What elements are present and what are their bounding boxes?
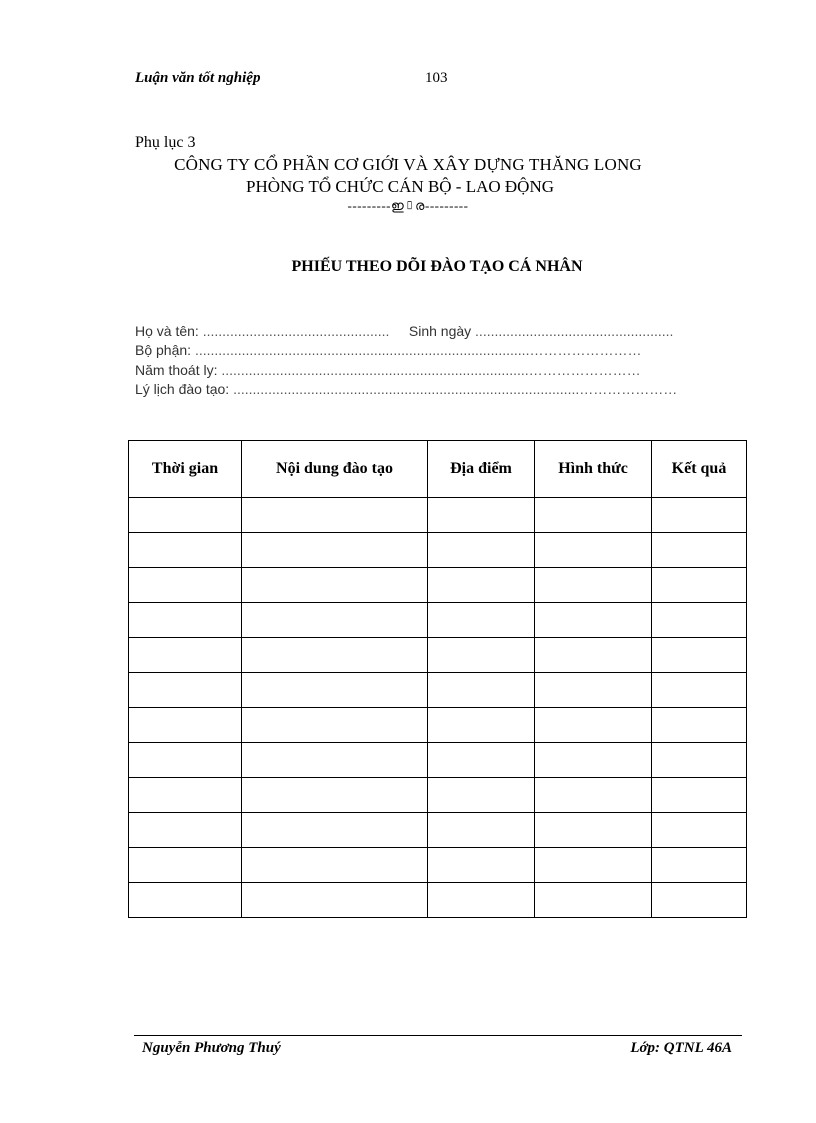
table-row: [129, 883, 747, 918]
table-cell[interactable]: [129, 813, 242, 848]
year-label: Năm thoát ly:: [135, 362, 218, 378]
table-cell[interactable]: [428, 743, 535, 778]
footer-class: Lớp: QTNL 46A: [630, 1040, 732, 1056]
history-dots: .........................................................................................…………………: [233, 381, 678, 397]
book-ornament-icon: ഇ▯ര: [391, 198, 425, 213]
table-cell[interactable]: [652, 568, 747, 603]
table-cell[interactable]: [428, 848, 535, 883]
table-row: [129, 638, 747, 673]
table-cell[interactable]: [242, 603, 428, 638]
table-row: [129, 778, 747, 813]
table-row: [129, 848, 747, 883]
table-cell[interactable]: [535, 533, 652, 568]
name-dots: ................................................: [202, 323, 390, 339]
table-cell[interactable]: [242, 673, 428, 708]
table-cell[interactable]: [242, 883, 428, 918]
table-cell[interactable]: [428, 883, 535, 918]
table-cell[interactable]: [129, 848, 242, 883]
history-field-row: [135, 381, 677, 397]
table-cell[interactable]: [652, 813, 747, 848]
table-cell[interactable]: [129, 638, 242, 673]
table-cell[interactable]: [428, 603, 535, 638]
table-cell[interactable]: [242, 498, 428, 533]
table-cell[interactable]: [129, 673, 242, 708]
table-cell[interactable]: [652, 848, 747, 883]
footer-divider: [134, 1035, 742, 1036]
table-cell[interactable]: [652, 778, 747, 813]
table-cell[interactable]: [535, 673, 652, 708]
table-cell[interactable]: [428, 778, 535, 813]
thesis-label: Luận văn tốt nghiệp: [135, 70, 261, 86]
header-location: Địa điểm: [428, 441, 535, 498]
name-field-row: [135, 323, 673, 339]
table-cell[interactable]: [535, 848, 652, 883]
table-cell[interactable]: [652, 603, 747, 638]
table-cell[interactable]: [242, 848, 428, 883]
dob-label: Sinh ngày: [408, 323, 472, 339]
table-cell[interactable]: [535, 638, 652, 673]
history-label: Lý lịch đào tạo:: [135, 381, 230, 397]
table-body: [129, 498, 747, 918]
table-cell[interactable]: [129, 743, 242, 778]
table-cell[interactable]: [129, 533, 242, 568]
training-table: [128, 440, 747, 918]
table-cell[interactable]: [652, 533, 747, 568]
ornament-divider: ---------ഇ▯ര---------: [347, 198, 469, 213]
table-cell[interactable]: [242, 708, 428, 743]
table-cell[interactable]: [242, 533, 428, 568]
table-cell[interactable]: [652, 673, 747, 708]
table-row: [129, 498, 747, 533]
table-cell[interactable]: [535, 498, 652, 533]
appendix-label: Phụ lục 3: [135, 134, 196, 151]
company-name: CÔNG TY CỔ PHẦN CƠ GIỚI VÀ XÂY DỰNG THĂNG LONG: [174, 155, 642, 174]
table-cell[interactable]: [535, 568, 652, 603]
table-cell[interactable]: [129, 603, 242, 638]
department-label: Bộ phận:: [135, 342, 192, 358]
table-cell[interactable]: [535, 883, 652, 918]
department-name: PHÒNG TỔ CHỨC CÁN BỘ - LAO ĐỘNG: [245, 177, 555, 196]
table-cell[interactable]: [535, 603, 652, 638]
name-label: Họ và tên:: [135, 323, 199, 339]
year-field-row: [135, 362, 641, 378]
table-row: [129, 603, 747, 638]
table-cell[interactable]: [428, 673, 535, 708]
table-cell[interactable]: [129, 708, 242, 743]
table-cell[interactable]: [129, 568, 242, 603]
table-cell[interactable]: [129, 883, 242, 918]
table-cell[interactable]: [535, 813, 652, 848]
department-field-row: [135, 342, 641, 358]
header-result: Kết quả: [652, 441, 747, 498]
table-cell[interactable]: [242, 743, 428, 778]
table-cell[interactable]: [428, 708, 535, 743]
table-cell[interactable]: [242, 778, 428, 813]
table-cell[interactable]: [428, 533, 535, 568]
table-cell[interactable]: [652, 708, 747, 743]
table-row: [129, 813, 747, 848]
table-cell[interactable]: [129, 498, 242, 533]
table-cell[interactable]: [535, 743, 652, 778]
footer-author: Nguyễn Phương Thuý: [142, 1040, 281, 1056]
table-cell[interactable]: [652, 638, 747, 673]
year-dots: ...............................................................................……………………: [221, 362, 641, 378]
department-dots: ......................................................................................……………………: [194, 342, 642, 358]
table-row: [129, 533, 747, 568]
table-cell[interactable]: [535, 708, 652, 743]
table-cell[interactable]: [242, 813, 428, 848]
table-cell[interactable]: [652, 743, 747, 778]
table-row: [129, 743, 747, 778]
header-content: Nội dung đào tạo: [242, 441, 428, 498]
table-row: [129, 708, 747, 743]
table-cell[interactable]: [129, 778, 242, 813]
table-cell[interactable]: [242, 568, 428, 603]
table-cell[interactable]: [535, 778, 652, 813]
table-cell[interactable]: [428, 813, 535, 848]
table-header-row: [129, 441, 747, 498]
table-cell[interactable]: [428, 568, 535, 603]
header-form: Hình thức: [535, 441, 652, 498]
table-cell[interactable]: [652, 498, 747, 533]
table-cell[interactable]: [428, 638, 535, 673]
dob-dots: ...................................................: [475, 323, 674, 339]
page-number: 103: [425, 70, 448, 86]
table-cell[interactable]: [652, 883, 747, 918]
form-title: PHIẾU THEO DÕI ĐÀO TẠO CÁ NHÂN: [291, 258, 583, 275]
header-time: Thời gian: [129, 441, 242, 498]
table-cell[interactable]: [428, 498, 535, 533]
table-row: [129, 568, 747, 603]
table-cell[interactable]: [242, 638, 428, 673]
table-row: [129, 673, 747, 708]
